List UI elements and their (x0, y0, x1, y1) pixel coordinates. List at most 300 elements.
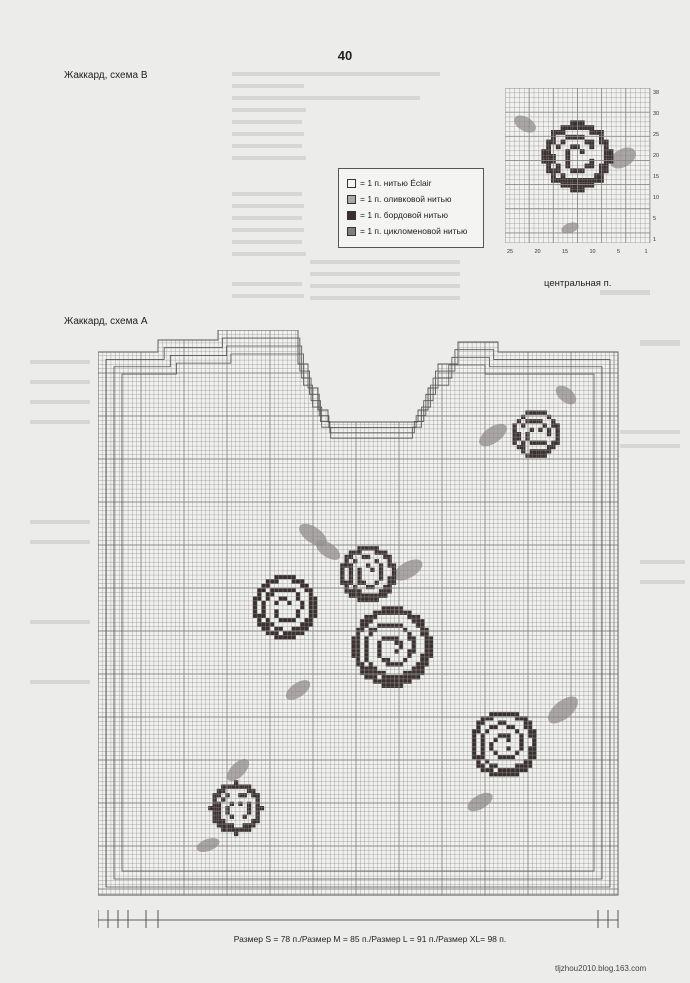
rose-cell (364, 649, 368, 653)
rose-cell (420, 632, 424, 636)
rose-cell (253, 601, 257, 605)
rose-cell (521, 415, 525, 419)
rose-cell (270, 622, 274, 626)
rose-cell (551, 441, 555, 445)
rose-cell (262, 614, 266, 618)
rose-cell (247, 810, 251, 814)
rose-cell (253, 605, 257, 609)
rose-cell (513, 432, 517, 436)
rose-cell (412, 671, 416, 675)
rose-cell (412, 649, 416, 653)
rose-cell (349, 594, 353, 598)
rose-cell (221, 797, 225, 801)
rose-cell (412, 615, 416, 619)
rose-cell (243, 823, 247, 827)
rose-cell (412, 619, 416, 623)
rose-cell (386, 611, 390, 615)
rose-cell (357, 589, 361, 593)
rose-cell (390, 684, 394, 688)
rose-cell (394, 611, 398, 615)
rose-cell (403, 611, 407, 615)
rose-cell (388, 585, 392, 589)
rose-cell (412, 641, 416, 645)
rose-cell (256, 815, 260, 819)
rose-cell (349, 589, 353, 593)
rose-cell (266, 618, 270, 622)
rose-cell (345, 559, 349, 563)
rose-cell (534, 449, 538, 453)
legend-box (338, 168, 484, 248)
rose-cell (279, 618, 283, 622)
rose-cell (390, 662, 394, 666)
rose-cell (377, 679, 381, 683)
legend-label: = 1 п. нитью Éclair (360, 178, 432, 188)
rose-cell (394, 684, 398, 688)
rose-cell (262, 622, 266, 626)
rose-cell (551, 419, 555, 423)
rose-cell (230, 823, 234, 827)
rose-cell (221, 823, 225, 827)
rose-cell (386, 675, 390, 679)
rose-cell (357, 551, 361, 555)
rose-cell (407, 611, 411, 615)
rose-cell (373, 675, 377, 679)
rose-cell (313, 614, 317, 618)
rose-cell (369, 675, 373, 679)
rose-cell (381, 624, 385, 628)
rose-cell (370, 594, 374, 598)
rose-cell (309, 614, 313, 618)
rose-cell (547, 445, 551, 449)
rose-cell (362, 581, 366, 585)
rose-cell (517, 436, 521, 440)
rose-cell (407, 632, 411, 636)
rose-cell (420, 628, 424, 632)
rose-cell (353, 594, 357, 598)
rose-cell (551, 423, 555, 427)
rose-cell (407, 675, 411, 679)
rose-cell (543, 454, 547, 458)
rose-cell (551, 445, 555, 449)
rose-cell (375, 546, 379, 550)
rose-cell (305, 627, 309, 631)
rose-cell (309, 596, 313, 600)
rose-cell (517, 445, 521, 449)
rose-cell (221, 789, 225, 793)
rose-cell (369, 671, 373, 675)
rose-cell (379, 594, 383, 598)
rose-cell (279, 627, 283, 631)
rose-cell (340, 568, 344, 572)
rose-cell (357, 572, 361, 576)
legend-label: = 1 п. оливковой нитью (360, 194, 452, 204)
rose-cell (234, 785, 238, 789)
rose-cell (556, 428, 560, 432)
rose-cell (230, 828, 234, 832)
rose-cell (381, 611, 385, 615)
rose-cell (381, 679, 385, 683)
rose-cell (287, 635, 291, 639)
y-tick-label: 10 (653, 195, 660, 201)
rose-cell (349, 568, 353, 572)
rose-cell (349, 576, 353, 580)
rose-cell (538, 428, 542, 432)
rose-cell (609, 154, 614, 159)
rose-cell (247, 823, 251, 827)
rose-cell (366, 594, 370, 598)
rose-cell (351, 645, 355, 649)
rose-cell (247, 802, 251, 806)
rose-cell (345, 581, 349, 585)
rose-cell (270, 592, 274, 596)
rose-cell (364, 658, 368, 662)
rose-cell (364, 615, 368, 619)
rose-cell (416, 624, 420, 628)
rose-cell (369, 632, 373, 636)
rose-cell (357, 594, 361, 598)
rose-cell (407, 649, 411, 653)
rose-cell (247, 806, 251, 810)
x-tick-label: 10 (589, 249, 596, 255)
rose-cell (217, 789, 221, 793)
legend-item-olive (347, 191, 483, 207)
rose-cell (547, 449, 551, 453)
rose-cell (266, 592, 270, 596)
rose-cell (345, 555, 349, 559)
rose-cell (260, 806, 264, 810)
rose-cell (403, 675, 407, 679)
rose-cell (381, 675, 385, 679)
rose-cell (353, 559, 357, 563)
rose-cell (287, 618, 291, 622)
rose-cell (420, 658, 424, 662)
rose-cell (386, 658, 390, 662)
rose-cell (547, 428, 551, 432)
rose-cell (543, 411, 547, 415)
swatch-eclair (347, 179, 356, 188)
scheme-a-title: Жаккард, схема А (64, 316, 148, 327)
rose-cell (369, 619, 373, 623)
rose-cell (287, 575, 291, 579)
rose-cell (274, 575, 278, 579)
rose-cell (362, 594, 366, 598)
rose-cell (534, 441, 538, 445)
rose-cell (394, 662, 398, 666)
rose-cell (407, 615, 411, 619)
rose-cell (364, 624, 368, 628)
rose-cell (340, 563, 344, 567)
rose-cell (513, 423, 517, 427)
rose-cell (221, 785, 225, 789)
rose-cell (521, 441, 525, 445)
rose-cell (340, 572, 344, 576)
rose-cell (390, 636, 394, 640)
rose-cell (256, 802, 260, 806)
rose-cell (362, 598, 366, 602)
rose-cell (390, 624, 394, 628)
rose-cell (424, 658, 428, 662)
rose-cell (386, 662, 390, 666)
size-caption: Размер S = 78 п./Размер M = 85 п./Размер L = 91 п./Размер XL= 98 п. (233, 934, 507, 944)
rose-cell (238, 828, 242, 832)
rose-cell (377, 671, 381, 675)
rose-cell (424, 628, 428, 632)
rose-cell (521, 423, 525, 427)
x-tick-label: 1 (644, 249, 648, 255)
rose-cell (429, 641, 433, 645)
rose-cell (392, 563, 396, 567)
rose-cell (377, 645, 381, 649)
rose-cell (234, 832, 238, 836)
rose-cell (534, 411, 538, 415)
rose-cell (251, 823, 255, 827)
rose-cell (353, 589, 357, 593)
y-tick-label: 25 (653, 132, 660, 138)
rose-cell (517, 432, 521, 436)
rose-cell (274, 614, 278, 618)
rose-cell (292, 575, 296, 579)
rose-cell (313, 609, 317, 613)
rose-cell (238, 802, 242, 806)
rose-cell (416, 671, 420, 675)
swatch-burgundy (347, 211, 356, 220)
rose-cell (279, 575, 283, 579)
rose-cell (283, 635, 287, 639)
rose-cell (366, 585, 370, 589)
page-number: 40 (337, 48, 353, 63)
rose-cell (604, 159, 609, 164)
rose-cell (420, 654, 424, 658)
rose-cell (375, 551, 379, 555)
rose-cell (364, 675, 368, 679)
rose-cell (407, 654, 411, 658)
rose-cell (407, 636, 411, 640)
rose-cell (364, 667, 368, 671)
rose-cell (388, 581, 392, 585)
rose-cell (392, 576, 396, 580)
rose-cell (429, 654, 433, 658)
rose-cell (360, 662, 364, 666)
rose-cell (379, 563, 383, 567)
rose-cell (369, 615, 373, 619)
rose-cell (538, 449, 542, 453)
rose-cell (604, 154, 609, 159)
rose-cell (364, 671, 368, 675)
rose-cell (309, 605, 313, 609)
rose-cell (296, 592, 300, 596)
rose-cell (420, 662, 424, 666)
rose-cell (351, 654, 355, 658)
scheme-a-grid (98, 330, 638, 930)
rose-cell (313, 601, 317, 605)
rose-cell (349, 555, 353, 559)
legend-item-cyclamen (347, 223, 483, 239)
rose-cell (416, 667, 420, 671)
rose-cell (256, 806, 260, 810)
rose-cell (379, 572, 383, 576)
rose-cell (513, 428, 517, 432)
rose-cell (377, 611, 381, 615)
rose-cell (256, 793, 260, 797)
rose-cell (274, 579, 278, 583)
rose-cell (543, 449, 547, 453)
rose-cell (313, 605, 317, 609)
rose-cell (390, 675, 394, 679)
rose-cell (217, 823, 221, 827)
rose-cell (366, 546, 370, 550)
rose-cell (386, 679, 390, 683)
rose-cell (420, 624, 424, 628)
rose-cell (213, 819, 217, 823)
rose-cell (412, 636, 416, 640)
rose-cell (253, 609, 257, 613)
rose-cell (266, 627, 270, 631)
y-tick-label: 5 (653, 216, 657, 222)
rose-cell (262, 627, 266, 631)
rose-cell (309, 601, 313, 605)
rose-cell (217, 806, 221, 810)
rose-cell (388, 559, 392, 563)
rose-cell (279, 635, 283, 639)
rose-cell (208, 806, 212, 810)
rose-cell (305, 618, 309, 622)
rose-cell (357, 568, 361, 572)
rose-cell (364, 641, 368, 645)
rose-cell (604, 144, 609, 149)
rose-cell (521, 445, 525, 449)
y-tick-label: 1 (653, 237, 657, 243)
rose-cell (383, 555, 387, 559)
rose-cell (213, 793, 217, 797)
rose-cell (424, 636, 428, 640)
rose-cell (366, 563, 370, 567)
rose-cell (604, 149, 609, 154)
rose-cell (381, 671, 385, 675)
rose-cell (225, 828, 229, 832)
rose-cell (379, 589, 383, 593)
rose-cell (292, 635, 296, 639)
y-tick-label: 30 (653, 111, 660, 117)
rose-cell (279, 596, 283, 600)
rose-cell (296, 579, 300, 583)
legend-label: = 1 п. бордовой нитью (360, 210, 448, 220)
rose-cell (394, 675, 398, 679)
rose-cell (375, 594, 379, 598)
rose-cell (362, 546, 366, 550)
rose-cell (262, 605, 266, 609)
rose-cell (373, 667, 377, 671)
rose-cell (383, 589, 387, 593)
rose-cell (530, 449, 534, 453)
rose-cell (300, 622, 304, 626)
rose-cell (221, 819, 225, 823)
rose-cell (394, 679, 398, 683)
rose-cell (386, 606, 390, 610)
rose-cell (340, 576, 344, 580)
rose-cell (296, 627, 300, 631)
central-stitch-label: центральная п. (544, 278, 612, 289)
rose-cell (230, 815, 234, 819)
rose-cell (340, 581, 344, 585)
scheme-b-title: Жаккард, схема В (64, 70, 148, 81)
rose-cell (364, 654, 368, 658)
rose-cell (373, 611, 377, 615)
rose-cell (538, 441, 542, 445)
rose-cell (247, 789, 251, 793)
rose-cell (394, 624, 398, 628)
rose-cell (257, 618, 261, 622)
rose-cell (375, 559, 379, 563)
rose-cell (266, 622, 270, 626)
rose-cell (373, 628, 377, 632)
rose-cell (530, 419, 534, 423)
rose-cell (238, 793, 242, 797)
rose-cell (300, 579, 304, 583)
rose-cell (257, 592, 261, 596)
rose-cell (556, 432, 560, 436)
rose-cell (360, 628, 364, 632)
rose-cell (538, 454, 542, 458)
rose-cell (353, 551, 357, 555)
rose-cell (225, 810, 229, 814)
rose-cell (530, 454, 534, 458)
rose-cell (390, 606, 394, 610)
rose-cell (369, 667, 373, 671)
legend-label: = 1 п. цикломеновой нитью (360, 226, 468, 236)
y-tick-label: 38 (653, 90, 660, 96)
rose-cell (609, 159, 614, 164)
rose-cell (390, 679, 394, 683)
y-tick-label: 15 (653, 174, 660, 180)
rose-cell (360, 667, 364, 671)
rose-cell (386, 684, 390, 688)
rose-cell (383, 594, 387, 598)
rose-cell (247, 785, 251, 789)
rose-cell (351, 641, 355, 645)
rose-cell (283, 575, 287, 579)
rose-cell (296, 609, 300, 613)
rose-cell (534, 454, 538, 458)
rose-cell (370, 585, 374, 589)
x-tick-label: 20 (534, 249, 541, 255)
rose-cell (364, 645, 368, 649)
legend-item-burgundy (347, 207, 483, 223)
rose-cell (388, 589, 392, 593)
rose-cell (429, 636, 433, 640)
rose-cell (274, 635, 278, 639)
rose-cell (300, 601, 304, 605)
rose-cell (213, 815, 217, 819)
rose-cell (296, 596, 300, 600)
rose-cell (262, 609, 266, 613)
rose-cell (412, 645, 416, 649)
rose-cell (377, 649, 381, 653)
rose-cell (243, 785, 247, 789)
rose-cell (429, 645, 433, 649)
rose-cell (262, 584, 266, 588)
rose-cell (360, 671, 364, 675)
rose-cell (313, 596, 317, 600)
rose-cell (407, 679, 411, 683)
rose-cell (366, 598, 370, 602)
rose-cell (253, 614, 257, 618)
rose-cell (251, 789, 255, 793)
rose-cell (349, 563, 353, 567)
rose-cell (256, 810, 260, 814)
rose-cell (373, 671, 377, 675)
rose-cell (213, 802, 217, 806)
rose-cell (305, 584, 309, 588)
